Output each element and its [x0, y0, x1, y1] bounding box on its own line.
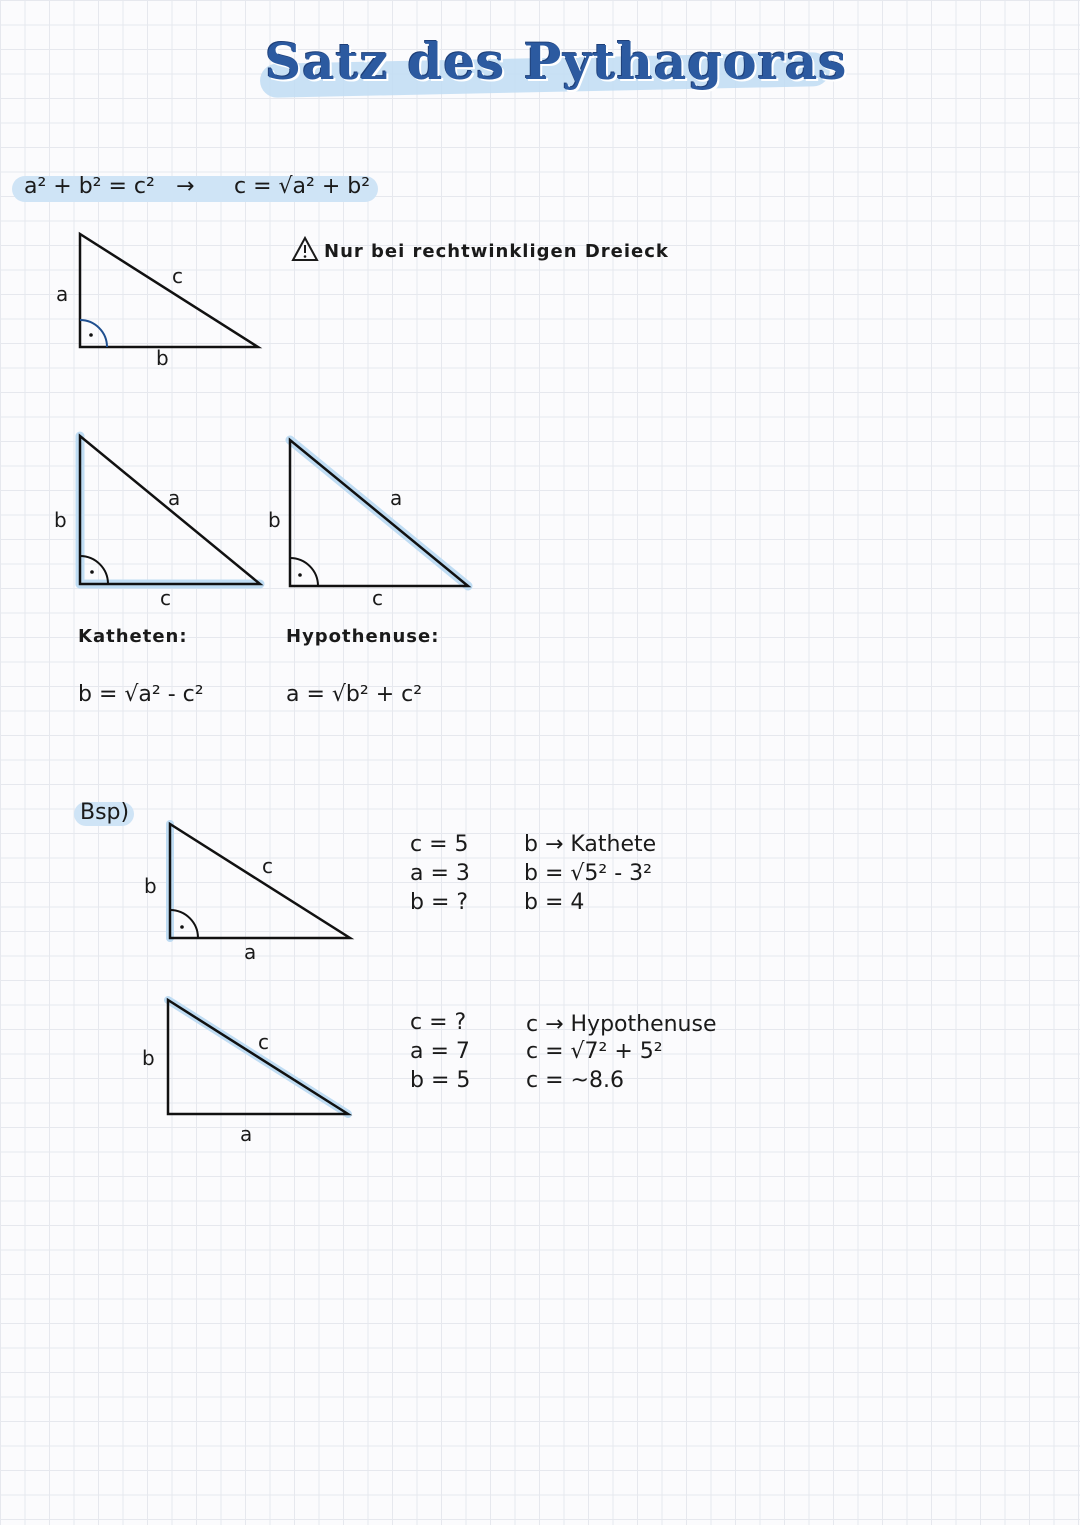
example-2-given-c: c = ?	[410, 1010, 467, 1035]
example-2-label-c: c	[258, 1030, 269, 1054]
triangle-3-label-c: c	[372, 586, 383, 610]
example-1-given-b: b = ?	[410, 890, 469, 915]
triangle-1-label-c: c	[172, 264, 183, 288]
example-2-given-b: b = 5	[410, 1068, 471, 1093]
triangle-2-label-c: c	[160, 586, 171, 610]
hypothenuse-heading: Hypothenuse:	[286, 626, 440, 647]
triangle-3-label-a: a	[390, 486, 403, 510]
example-2-label-a: a	[240, 1122, 253, 1146]
formula-left: a² + b² = c²	[24, 174, 155, 199]
example-1-solution-type: b → Kathete	[524, 832, 657, 857]
hypothenuse-formula: a = √b² + c²	[286, 682, 423, 707]
formula-right: c = √a² + b²	[234, 174, 371, 199]
triangle-1-label-b: b	[156, 346, 169, 370]
example-1-given-c: c = 5	[410, 832, 469, 857]
example-2-given-a: a = 7	[410, 1039, 470, 1064]
example-2-solution-result: c = ~8.6	[526, 1068, 624, 1093]
example-1-label-a: a	[244, 940, 257, 964]
triangle-1-label-a: a	[56, 282, 69, 306]
example-2-solution-formula: c = √7² + 5²	[526, 1039, 663, 1064]
triangle-3-label-b: b	[268, 508, 281, 532]
example-1-label-c: c	[262, 854, 273, 878]
warning-text: Nur bei rechtwinkligen Dreieck	[324, 241, 669, 262]
katheten-formula: b = √a² - c²	[78, 682, 204, 707]
example-label: Bsp)	[80, 800, 130, 825]
page-title: Satz des Pythagoras	[265, 32, 848, 91]
example-1-solution-result: b = 4	[524, 890, 585, 915]
example-2-solution-type: c → Hypothenuse	[526, 1012, 717, 1037]
example-1-solution-formula: b = √5² - 3²	[524, 861, 652, 886]
triangle-2-label-b: b	[54, 508, 67, 532]
example-2-label-b: b	[142, 1046, 155, 1070]
katheten-heading: Katheten:	[78, 626, 188, 647]
triangle-2-label-a: a	[168, 486, 181, 510]
example-1-given-a: a = 3	[410, 861, 470, 886]
arrow-right-icon: →	[176, 174, 195, 199]
example-1-label-b: b	[144, 874, 157, 898]
